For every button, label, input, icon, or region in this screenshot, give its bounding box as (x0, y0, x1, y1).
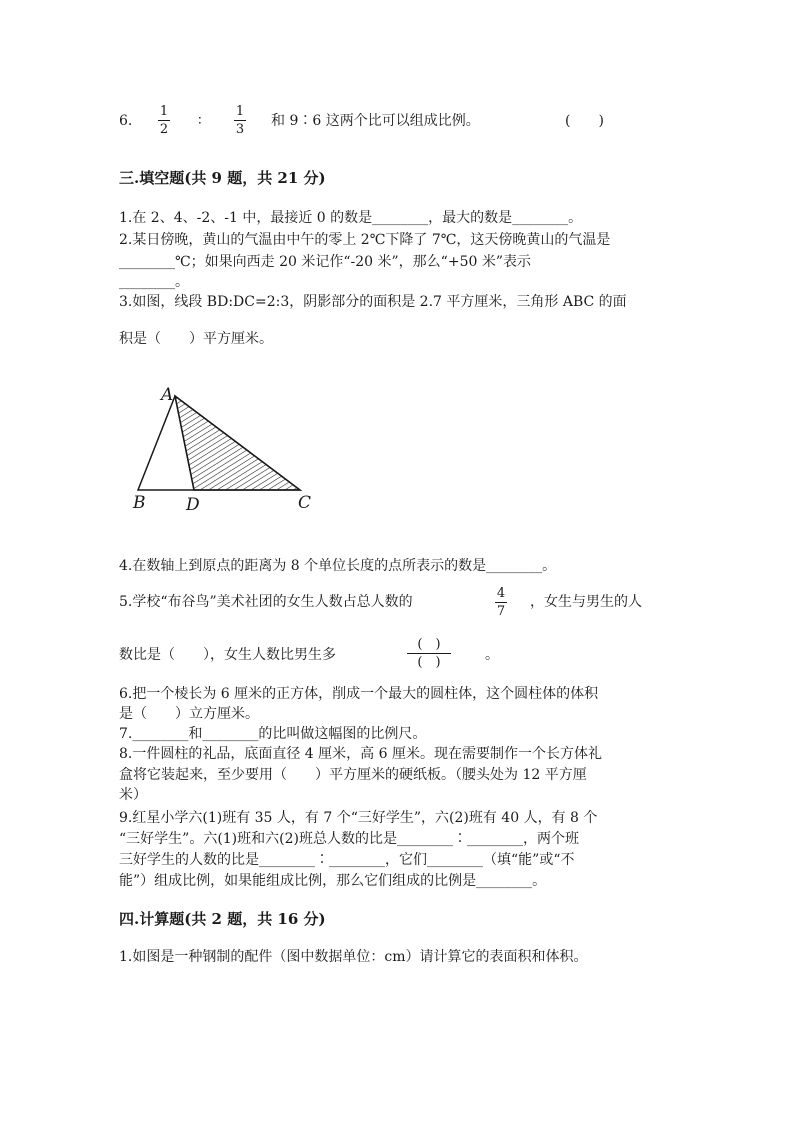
label-b: B (133, 493, 146, 513)
question-7: 7.________和________的比叫做这幅图的比例尺。 (119, 726, 427, 742)
blank-fraction (407, 637, 451, 670)
question-8-line1: 8.一件圆柱的礼品，底面直径 4 厘米，高 6 厘米。现在需要制作一个长方体礼 (119, 746, 602, 762)
question-9-line4: 能”）组成比例，如果能组成比例，那么它们组成的比例是________。 (119, 873, 547, 889)
question-5-part2: ，女生与男生的人 (530, 594, 642, 610)
fraction-one-half (158, 104, 170, 137)
fraction-denominator: 7 (496, 604, 506, 619)
q6-number: 6. (119, 113, 133, 129)
question-2-line2: ________℃；如果向西走 20 米记作“-20 米”，那么“+50 米”表示 (119, 254, 531, 270)
label-a: A (161, 385, 174, 405)
question-4: 4.在数轴上到原点的距离为 8 个单位长度的点所表示的数是________。 (119, 558, 557, 574)
question-5-part1: 5.学校“布谷鸟”美术社团的女生人数占总人数的 (119, 594, 413, 610)
fraction-four-sevenths (495, 586, 507, 619)
question-8-line3: 米） (119, 787, 147, 803)
answer-paren: ( ) (565, 113, 604, 129)
question-3-line2: 积是（ ）平方厘米。 (119, 331, 273, 347)
question-2-line3: ________。 (119, 274, 189, 290)
fraction-numerator: 1 (235, 104, 245, 119)
calc-question-1: 1.如图是一种钢制的配件（图中数据单位：cm）请计算它的表面积和体积。 (119, 949, 588, 965)
fraction-one-third (234, 104, 246, 137)
fraction-numerator: ( ) (417, 637, 441, 652)
fraction-bar (495, 602, 507, 603)
triangle-figure (126, 382, 326, 522)
section4-heading: 四.计算题(共 2 题，共 16 分) (119, 910, 326, 928)
fraction-bar (234, 120, 246, 121)
question-9-line3: 三好学生的人数的比是________∶________，它们________（填“能”或“不 (119, 852, 575, 868)
question-2-line1: 2.某日傍晚，黄山的气温由中午的零上 2℃下降了 7℃，这天傍晚黄山的气温是 (119, 232, 611, 248)
fraction-numerator: 4 (496, 586, 506, 601)
fraction-bar (158, 120, 170, 121)
fraction-denominator: ( ) (417, 655, 441, 670)
question-3-line1: 3.如图，线段 BD:DC=2:3，阴影部分的面积是 2.7 平方厘米，三角形 ABC 的面 (119, 294, 627, 310)
fraction-numerator: 1 (159, 104, 169, 119)
q6-text: 和 9∶6 这两个比可以组成比例。 (271, 113, 480, 129)
question-6-line2: 是（ ）立方厘米。 (119, 706, 259, 722)
fraction-bar (407, 653, 451, 654)
question-5-end: 。 (485, 647, 499, 663)
label-d: D (186, 495, 200, 515)
fraction-denominator: 2 (159, 122, 169, 137)
question-8-line2: 盒将它装起来，至少要用（ ）平方厘米的硬纸板。（腰头处为 12 平方厘 (119, 767, 587, 783)
question-6-line1: 6.把一个棱长为 6 厘米的正方体，削成一个最大的圆柱体，这个圆柱体的体积 (119, 686, 599, 702)
question-9-line2: “三好学生”。六(1)班和六(2)班总人数的比是________∶________，两个班 (119, 831, 579, 847)
question-1: 1.在 2、4、-2、-1 中，最接近 0 的数是________，最大的数是________。 (119, 210, 583, 226)
label-c: C (298, 493, 312, 513)
question-5-line2: 数比是（ ），女生人数比男生多 (119, 647, 336, 663)
question-9-line1: 9.红星小学六(1)班有 35 人，有 7 个“三好学生”，六(2)班有 40 人，有 8 个 (119, 810, 598, 826)
section3-heading: 三.填空题(共 9 题，共 21 分) (119, 169, 326, 187)
fraction-denominator: 3 (235, 122, 245, 137)
ratio-colon: ∶ (198, 113, 202, 129)
